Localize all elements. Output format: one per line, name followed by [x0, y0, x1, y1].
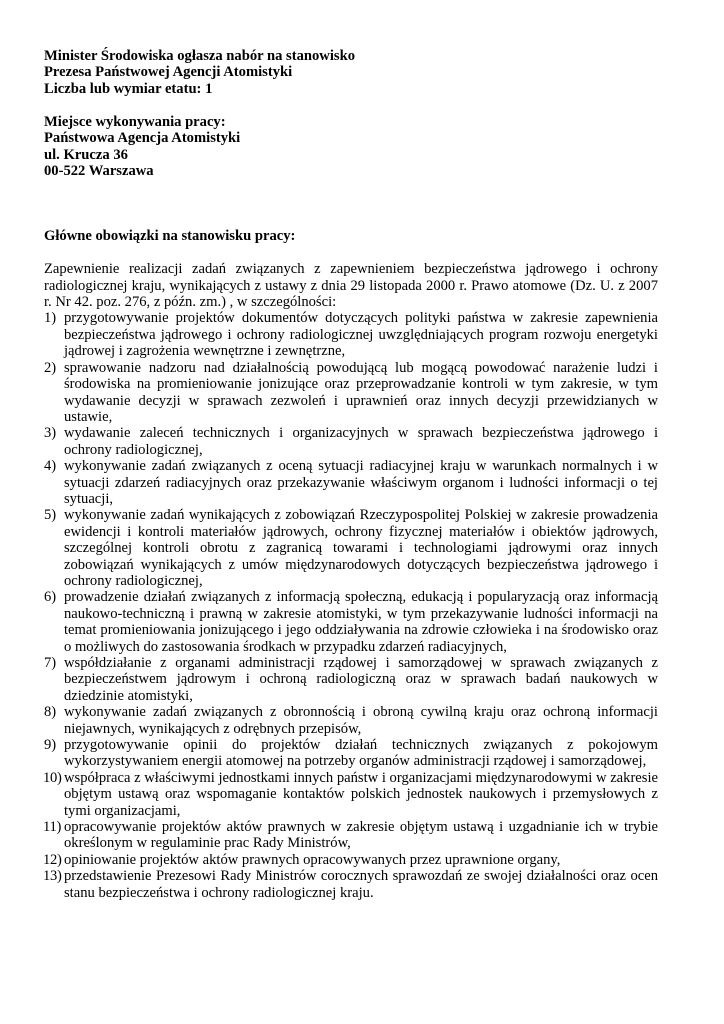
list-item-number: 2) [44, 359, 57, 376]
list-item-number: 1) [44, 310, 57, 327]
list-item [44, 589, 658, 655]
list-item [44, 655, 658, 704]
list-item [44, 458, 658, 507]
list-item-text: przedstawienie Prezesowi Rady Ministrów corocznych sprawozdań ze swojej działalności oraz ocen stanu bezpieczeństwa i ochrony radiologicznej kraju. [64, 868, 658, 901]
workplace-city: 00-522 Warszawa [44, 162, 154, 179]
list-item [44, 770, 658, 819]
header-line-1: Minister Środowiska ogłasza nabór na stanowisko [44, 48, 355, 64]
list-item-number: 9) [44, 737, 57, 754]
list-item-text: sprawowanie nadzoru nad działalnością powodującą lub mogącą powodować narażenie ludzi i środowiska na promieniowanie jonizujące oraz przeprowadzanie kontroli w tym zakresie, w tym wydawanie decyzji w sprawach zezwoleń i uprawnień oraz innych decyzji przewidzianych w ustawie, [64, 359, 658, 425]
list-item-number: 4) [44, 458, 57, 475]
list-item-text: przygotowywanie projektów dokumentów dotyczących polityki państwa w zakresie zapewnienia bezpieczeństwa jądrowego i ochrony radiologicznej uwzględniających program rozwoju energetyki jądrowej i zagrożenia wewnętrzne i zewnętrzne, [64, 310, 658, 360]
list-item-text: współpraca z właściwymi jednostkami innych państw i organizacjami międzynarodowymi w zakresie objętym ustawą oraz wspomaganie kontaktów polskich jednostek naukowych i przemysłowych z tymi organizacjami, [64, 769, 658, 819]
list-item [44, 819, 658, 852]
list-item [44, 425, 658, 458]
list-item-text: opracowywanie projektów aktów prawnych w zakresie objętym ustawą i uzgadnianie ich w trybie określonym w regulaminie prac Rady Ministrów, [64, 819, 658, 852]
list-item-text: przygotowywanie opinii do projektów działań technicznych związanych z pokojowym wykorzystywaniem energii atomowej na potrzeby organów administracji rządowej i samorządowej, [64, 737, 658, 770]
duties-title: Główne obowiązki na stanowisku pracy: [44, 228, 296, 245]
list-item-text: wykonywanie zadań związanych z obronnością i obroną cywilną kraju oraz ochroną informacji niejawnych, wynikających z odrębnych przepisów, [64, 704, 658, 737]
document-page [44, 48, 658, 901]
list-item-number: 7) [44, 655, 57, 671]
list-item-text: wydawanie zaleceń technicznych i organizacyjnych w sprawach bezpieczeństwa jądrowego i ochrony radiologicznej, [64, 425, 658, 458]
workplace-name: Państwowa Agencja Atomistyki [44, 130, 241, 147]
workplace-label: Miejsce wykonywania pracy: [44, 113, 226, 130]
list-item-text: prowadzenie działań związanych z informacją społeczną, edukacją i popularyzacją oraz informacją naukowo-techniczną i prawną w zakresie atomistyki, w tym przekazywanie ludności informacji na temat promieniowania jonizującego i jego oddziaływania na zdrowie człowieka i na środowisko oraz o możliwych do zastosowania środkach w przypadku zdarzeń radiacyjnych, [64, 589, 658, 655]
list-item-number: 12) [43, 851, 62, 868]
workplace-block [44, 114, 658, 180]
list-item-number: 8) [44, 704, 57, 721]
list-item-text: wykonywanie zadań związanych z oceną sytuacji radiacyjnej kraju w warunkach normalnych i w sytuacji zdarzeń radiacyjnych oraz przekazywanie właściwym organom i ludności informacji o tej sytuacji, [64, 458, 658, 507]
list-item [44, 737, 658, 770]
duties-intro: Zapewnienie realizacji zadań związanych z zapewnieniem bezpieczeństwa jądrowego i ochrony radiologicznej kraju, wynikających z ustawy z dnia 29 listopada 2000 r. Prawo atomowe (Dz. U. z 2007 r. Nr 42. poz. 276, z późn. zm.) , w szczególności: [44, 261, 658, 311]
list-item [44, 704, 658, 737]
list-item-number: 13) [43, 868, 62, 885]
list-item [44, 852, 658, 868]
list-item-number: 6) [44, 589, 57, 606]
list-item [44, 310, 658, 359]
list-item [44, 360, 658, 426]
list-item-number: 11) [43, 819, 62, 836]
workplace-street: ul. Krucza 36 [44, 146, 128, 163]
list-item [44, 868, 658, 901]
list-item-number: 3) [44, 425, 57, 442]
list-item-number: 10) [43, 769, 62, 786]
list-item-number: 5) [44, 507, 57, 524]
list-item-text: wykonywanie zadań wynikających z zobowiązań Rzeczypospolitej Polskiej w zakresie prowadzenia ewidencji i kontroli materiałów jądrowych, ochrony fizycznej materiałów i obiektów jądrowych, szczególnej kontroli obrotu z zagranicą towarami i technologiami jądrowymi oraz innych zobowiązań wynikających z umów międzynarodowych dotyczących bezpieczeństwa jądrowego i ochrony radiologicznej, [64, 507, 658, 589]
duties-list [44, 310, 658, 901]
announcement-header [44, 48, 658, 97]
header-line-2: Prezesa Państwowej Agencji Atomistyki [44, 64, 293, 81]
list-item-text: współdziałanie z organami administracji rządowej i samorządowej w sprawach związanych z bezpieczeństwem jądrowym i ochroną radiologiczną oraz w sprawach badań naukowych w dziedzinie atomistyki, [64, 655, 658, 704]
list-item [44, 507, 658, 589]
list-item-text: opiniowanie projektów aktów prawnych opracowywanych przez uprawnione organy, [64, 851, 561, 868]
header-line-3: Liczba lub wymiar etatu: 1 [44, 80, 213, 97]
